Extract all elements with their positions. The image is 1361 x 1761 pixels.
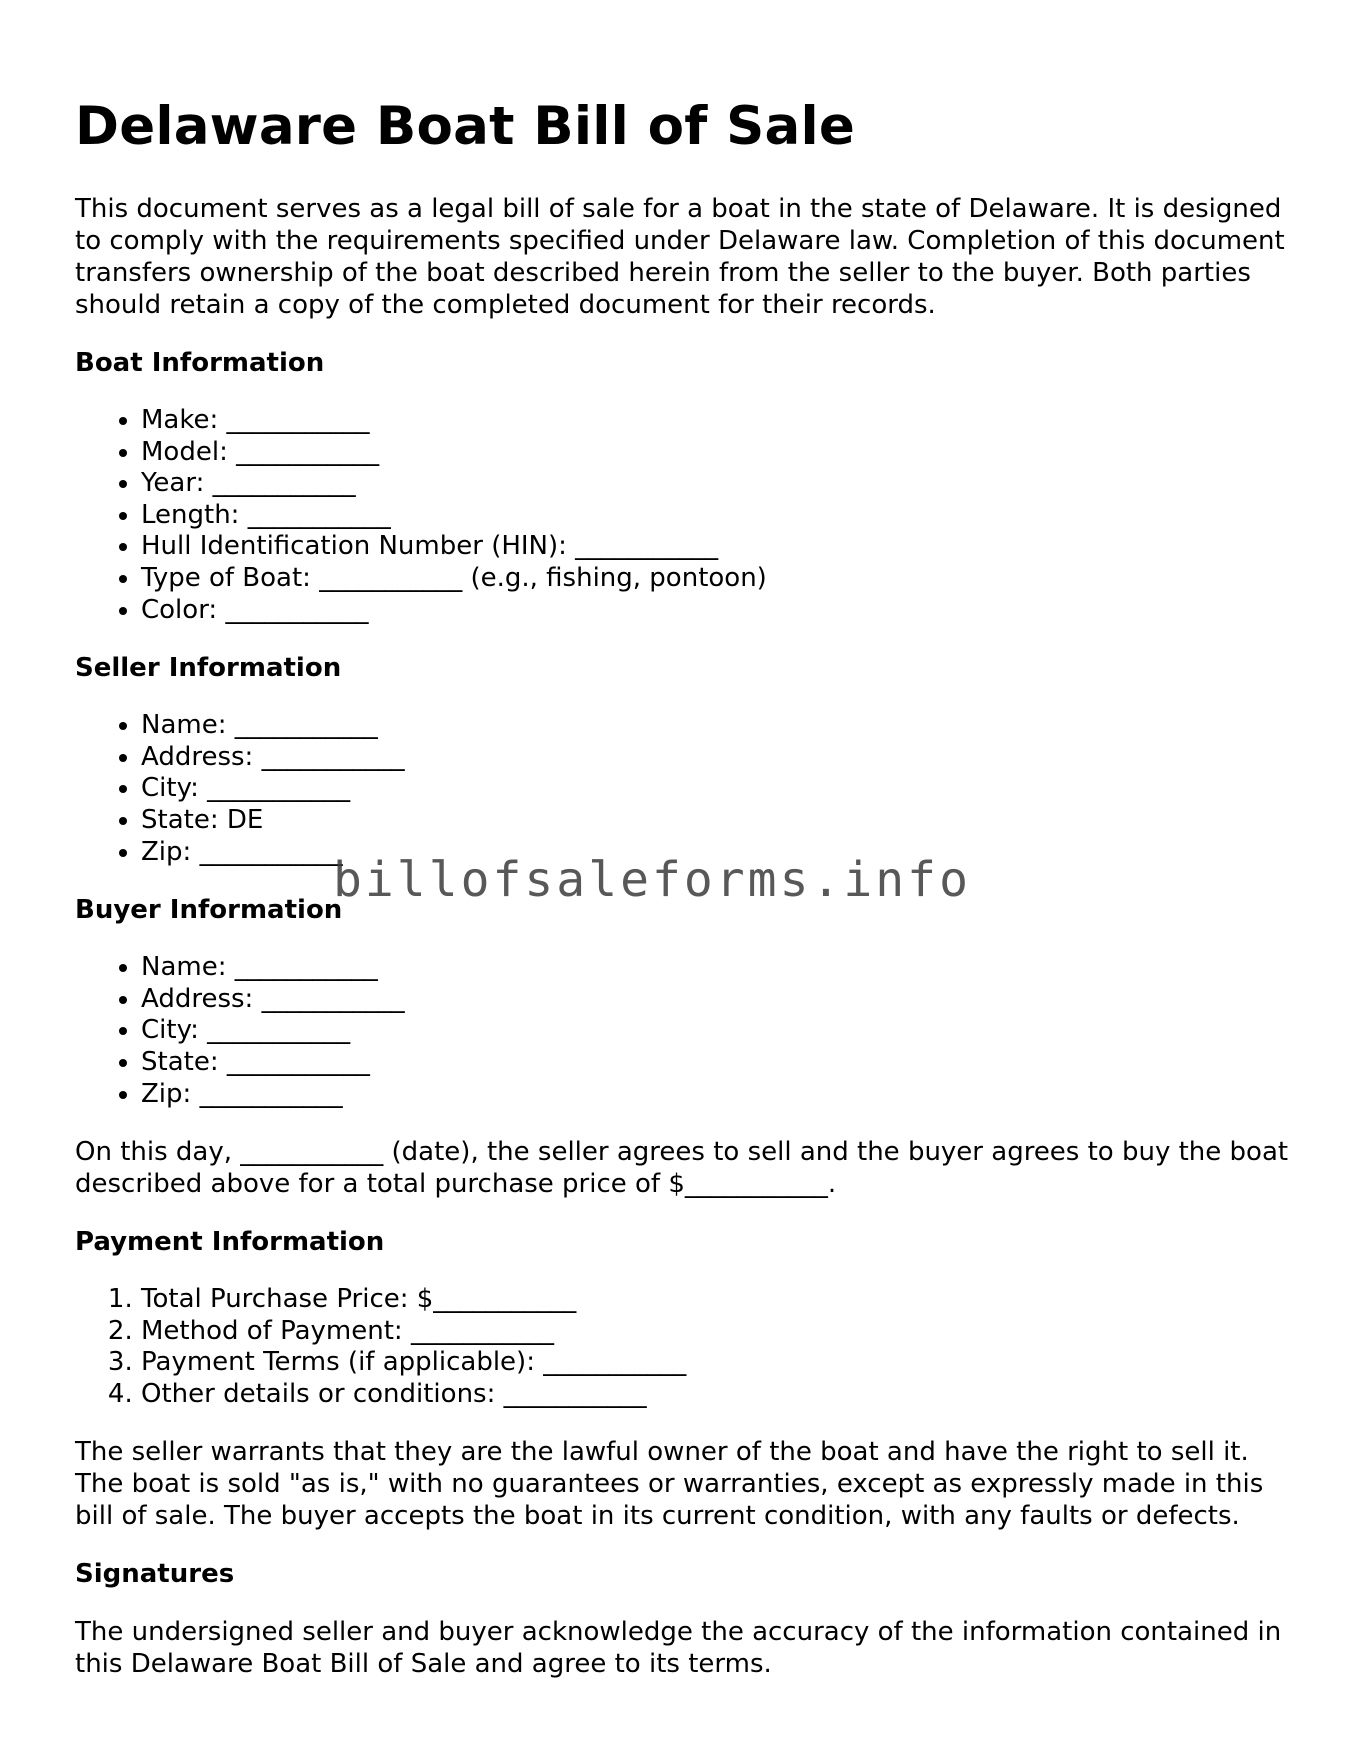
- seller-info-list: [75, 710, 1295, 868]
- watermark: billofsaleforms.info: [333, 852, 971, 908]
- seller-state-field: • State: DE: [141, 805, 1295, 837]
- seller-name-field: • Name: ___________: [141, 710, 1295, 742]
- boat-make-field: • Make: ___________: [141, 405, 1295, 437]
- payment-method-field: 2. Method of Payment: ___________: [141, 1316, 1295, 1348]
- seller-city-field: • City: ___________: [141, 773, 1295, 805]
- boat-color-field: • Color: ___________: [141, 595, 1295, 627]
- warranty-paragraph: The seller warrants that they are the lawful owner of the boat and have the right to sell it. The boat is sold "as is," with no guarantees or warranties, except as expressly made in this bill of sale. The buyer accepts the boat in its current condition, with any faults or defects.: [75, 1437, 1264, 1532]
- document-page: [75, 0, 1295, 1680]
- boat-year-field: • Year: ___________: [141, 468, 1295, 500]
- buyer-info-heading: Buyer Information: [75, 895, 343, 926]
- boat-model-field: • Model: ___________: [141, 437, 1295, 469]
- page-title: Delaware Boat Bill of Sale: [75, 96, 856, 157]
- payment-total-price-field: 1. Total Purchase Price: $___________: [141, 1284, 1295, 1316]
- buyer-state-field: • State: ___________: [141, 1047, 1295, 1079]
- payment-info-list: [75, 1284, 1295, 1410]
- seller-zip-field: • Zip: ___________: [141, 837, 1295, 869]
- signatures-heading: Signatures: [75, 1559, 235, 1590]
- boat-info-list: [75, 405, 1295, 626]
- buyer-info-list: [75, 952, 1295, 1110]
- boat-info-heading: Boat Information: [75, 348, 325, 378]
- seller-info-heading: Seller Information: [75, 653, 342, 684]
- boat-length-field: • Length: ___________: [141, 500, 1295, 532]
- payment-terms-field: 3. Payment Terms (if applicable): ___________: [141, 1347, 1295, 1379]
- buyer-name-field: • Name: ___________: [141, 952, 1295, 984]
- intro-paragraph: This document serves as a legal bill of sale for a boat in the state of Delaware. It is designed to comply with the requirements specified under Delaware law. Completion of this document transfers ownership of the boat described herein from the seller to the buyer. Both parties should retain a copy of the completed document for their records.: [75, 194, 1285, 320]
- boat-type-field: • Type of Boat: ___________ (e.g., fishing, pontoon): [141, 563, 1295, 595]
- buyer-zip-field: • Zip: ___________: [141, 1079, 1295, 1111]
- boat-hin-field: • Hull Identification Number (HIN): ___________: [141, 531, 1295, 563]
- payment-other-details-field: 4. Other details or conditions: ___________: [141, 1379, 1295, 1411]
- seller-address-field: • Address: ___________: [141, 742, 1295, 774]
- buyer-city-field: • City: ___________: [141, 1015, 1295, 1047]
- payment-info-heading: Payment Information: [75, 1227, 385, 1258]
- buyer-address-field: • Address: ___________: [141, 984, 1295, 1016]
- agreement-paragraph: On this day, ___________ (date), the seller agrees to sell and the buyer agrees to buy the boat described above for a total purchase price of $___________.: [75, 1137, 1289, 1200]
- acknowledgement-paragraph: The undersigned seller and buyer acknowledge the accuracy of the information contained in this Delaware Boat Bill of Sale and agree to its terms.: [75, 1617, 1282, 1680]
